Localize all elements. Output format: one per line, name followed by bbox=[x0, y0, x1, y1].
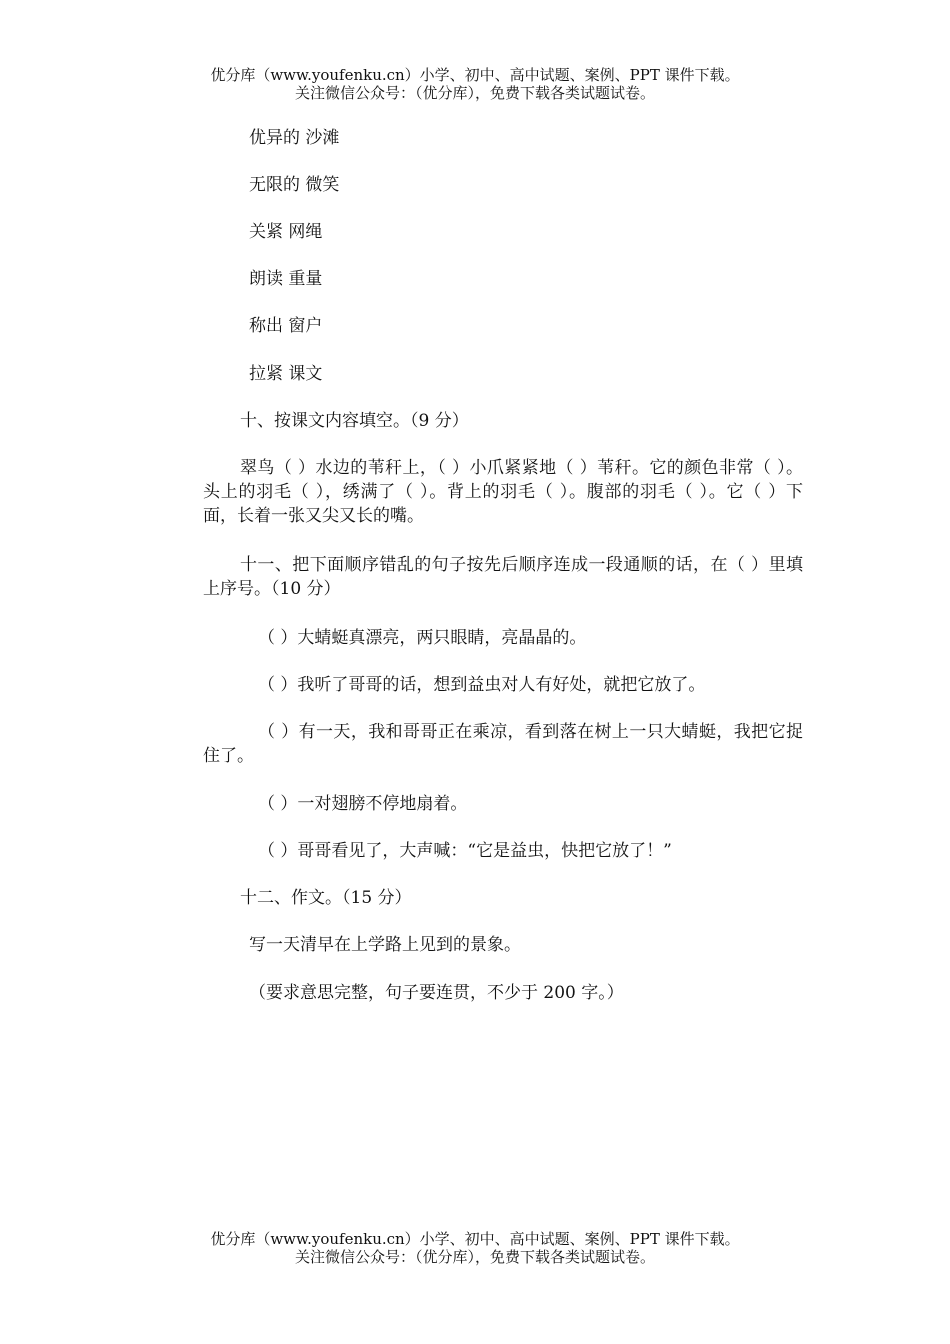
word-pair-3: 关紧 网绳 bbox=[249, 222, 323, 242]
footer-line-1: 优分库（www.youfenku.cn）小学、初中、高中试题、案例、PPT 课件下载。 bbox=[210, 1230, 740, 1248]
header-line-2: 关注微信公众号：（优分库），免费下载各类试题试卷。 bbox=[294, 84, 655, 102]
word-pair-5: 称出 窗户 bbox=[249, 316, 323, 336]
footer-line-2: 关注微信公众号：（优分库），免费下载各类试题试卷。 bbox=[294, 1248, 655, 1266]
essay-prompt: 写一天清早在上学路上见到的景象。 bbox=[249, 935, 521, 955]
word-pair-2: 无限的 微笑 bbox=[249, 175, 340, 195]
page-header bbox=[0, 66, 950, 102]
header-line-1: 优分库（www.youfenku.cn）小学、初中、高中试题、案例、PPT 课件下载。 bbox=[210, 66, 740, 84]
page-footer bbox=[0, 1230, 950, 1266]
sentence-item-1: （ ）大蜻蜓真漂亮，两只眼睛，亮晶晶的。 bbox=[258, 628, 587, 648]
section-11-heading: 十一、把下面顺序错乱的句子按先后顺序连成一段通顺的话，在（ ）里填上序号。（10 分） bbox=[203, 555, 803, 599]
section-12-heading: 十二、作文。（15 分） bbox=[240, 888, 412, 908]
sentence-item-5: （ ）哥哥看见了，大声喊：“它是益虫，快把它放了！” bbox=[258, 841, 672, 861]
word-pair-1: 优异的 沙滩 bbox=[249, 128, 340, 148]
essay-requirement: （要求意思完整，句子要连贯，不少于 200 字。） bbox=[249, 983, 624, 1003]
section-10-heading: 十、按课文内容填空。（9 分） bbox=[240, 411, 469, 431]
sentence-item-3: （ ）有一天，我和哥哥正在乘凉，看到落在树上一只大蜻蜓，我把它捉住了。 bbox=[203, 722, 803, 766]
sentence-item-4: （ ）一对翅膀不停地扇着。 bbox=[258, 794, 468, 814]
word-pair-4: 朗读 重量 bbox=[249, 269, 323, 289]
section-10-fill-text: 翠鸟（ ）水边的苇秆上，（ ）小爪紧紧地（ ）苇秆。它的颜色非常（ ）。头上的羽毛（ ），绣满了（ ）。背上的羽毛（ ）。腹部的羽毛（ ）。它（ ）下面，长着一张又尖又长的嘴。 bbox=[203, 458, 803, 526]
sentence-item-2: （ ）我听了哥哥的话，想到益虫对人有好处，就把它放了。 bbox=[258, 675, 706, 695]
word-pair-6: 拉紧 课文 bbox=[249, 364, 323, 384]
